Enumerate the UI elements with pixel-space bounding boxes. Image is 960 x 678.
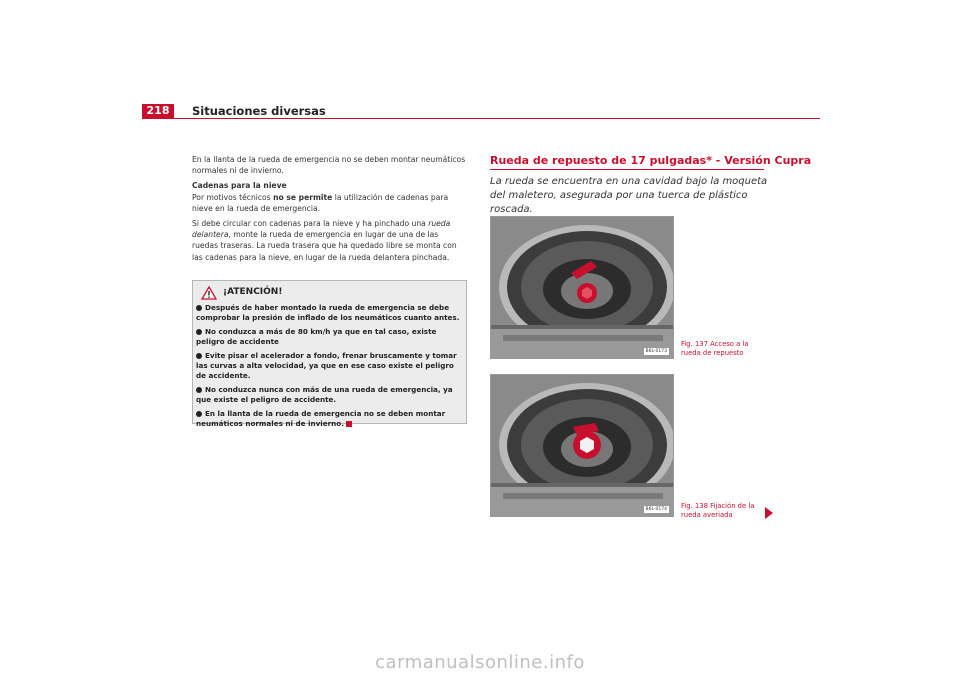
warning-list: [196, 303, 462, 432]
warning-item: [196, 303, 462, 324]
bullet-icon: [196, 411, 202, 417]
section-title: Situaciones diversas: [192, 104, 326, 118]
warning-text: En la llanta de la rueda de emergencia no se deben montar neumáticos normales ni de invierno.: [196, 408, 446, 429]
chains-heading: Cadenas para la nieve: [192, 181, 287, 191]
spare-wheel-illustration: [491, 217, 674, 359]
bullet-icon: [196, 353, 202, 359]
subsection-title: Rueda de repuesto de 17 pulgadas* - Versión Cupra: [490, 154, 812, 167]
paragraph-text: Si debe circular con cadenas para la nieve y ha pinchado una: [192, 219, 429, 229]
warning-box: [192, 280, 467, 429]
figure-137-spare-wheel-access: [490, 216, 674, 359]
chains-section: [192, 180, 466, 214]
bullet-icon: [196, 387, 202, 393]
paragraph-text: la utilización de cadenas para nieve en la rueda de emergencia.: [192, 192, 449, 213]
paragraph: [192, 218, 466, 263]
warning-item: [196, 409, 462, 430]
paragraph-text: , monte la rueda de emergencia en lugar de una de las ruedas traseras. La rueda trasera que ha quedado libre se monta con las cadenas para la nieve, en lugar de la rueda delantera pinchada.: [192, 230, 457, 262]
header-rule: [142, 118, 820, 119]
paragraph: En la llanta de la rueda de emergencia no se deben montar neumáticos normales ni de invierno.: [192, 155, 466, 176]
figure-caption: Fig. 137 Acceso a la rueda de repuesto: [681, 340, 749, 357]
warning-text: No conduzca a más de 80 km/h ya que en tal caso, existe peligro de accidente: [196, 326, 437, 347]
figure-code: B6L-0174: [645, 507, 667, 512]
page-number: 218: [142, 104, 174, 118]
figure-code: B6L-0173: [645, 349, 667, 354]
left-column: [192, 154, 466, 267]
next-page-arrow-icon[interactable]: [765, 507, 773, 519]
warning-text: Evite pisar el acelerador a fondo, frenar bruscamente y tomar las curvas a alta velocidad, ya que en ese caso existe el peligro de accidente.: [196, 350, 457, 381]
spare-wheel-illustration: [491, 375, 674, 517]
warning-title: ¡ATENCIÓN!: [223, 287, 283, 297]
warning-triangle-icon: [201, 286, 217, 300]
section-end-icon: [346, 421, 352, 427]
warning-text: Después de haber montado la rueda de emergencia se debe comprobar la presión de inflado de los neumáticos cuanto antes.: [196, 303, 460, 323]
bullet-icon: [196, 329, 202, 335]
subsection-rule: [490, 169, 764, 170]
warning-item: [196, 327, 462, 348]
figure-138-damaged-wheel-fixing: [490, 374, 674, 517]
figure-caption: Fig. 138 Fijación de la rueda averiada: [681, 502, 755, 519]
emphasis: no se permite: [273, 192, 333, 202]
warning-item: [196, 385, 462, 406]
italic-term: rueda delantera: [192, 219, 451, 240]
bullet-icon: [196, 305, 202, 311]
watermark: carmanualsonline.info: [375, 652, 585, 673]
warning-item: [196, 351, 462, 382]
paragraph-text: Por motivos técnicos: [192, 192, 274, 202]
warning-header: [193, 281, 466, 303]
intro-text: La rueda se encuentra en una cavidad bajo la moqueta del maletero, asegurada por una tuerca de plástico roscada.: [490, 176, 768, 215]
warning-text: No conduzca nunca con más de una rueda de emergencia, ya que existe el peligro de accidente.: [196, 384, 453, 405]
